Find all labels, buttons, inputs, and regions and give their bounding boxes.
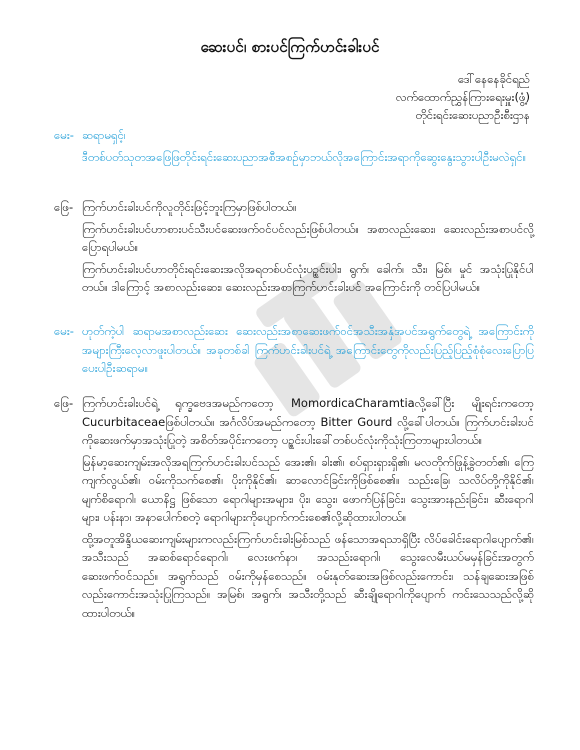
author-position: လက်ထောက်ညွှန်ကြားရေးမှူး(ဖွံ့) bbox=[395, 90, 530, 104]
author-department: တိုင်းရင်းဆေးပညာဦးစီးဌာန bbox=[415, 108, 530, 122]
answer-block-2 bbox=[54, 394, 534, 625]
answer-paragraph: မြန်မာ့ဆေးကျမ်းအလိုအရကြက်ဟင်းခါးပင်သည် အေး၏၊ ခါး၏၊ စပ်ရှားရှားရှိ၏၊ မလတိုက်ဖြုန့်ခွဲတတ်၏၊ ကြေကျက်လွယ်၏၊ ဝမ်းကိုသက်စေ၏၊ ပိုးကိုနိုင်၏၊ ဆာလောင်ခြင်းကိုဖြစ်စေ၏။ သည်းခြေ၊ သလိပ်တို့ကိုနိုင်၏၊ မျက်စိရောဂါ၊ ယောနိဋ္ဌ ဖြစ်သော ရောဂါများအများ၊ ပိုး၊ သွေး၊ ဖောက်ပြန်ခြင်း၊ သွေးအားနည်းခြင်း၊ ဆီးရောဂါများ၊ ပန်းနာ၊ အနာပေါက်စတဲ့ ရောဂါများကိုပျောက်ကင်းစေ၏လို့ဆိုထားပါတယ်။ bbox=[82, 454, 534, 524]
question-block-1 bbox=[54, 126, 534, 169]
answer-label: ဖြေ- bbox=[54, 200, 74, 214]
answer-paragraph: ထို့အတူအိန္ဒိယဆေးကျမ်းများကလည်းကြက်ဟင်းခါးမြစ်သည် ဖန်သောအရသာရှိပြီး လိပ်ခေါင်းရောဂါပျောက်၏၊ အသီးသည် အဆစ်ရောင်ရောဂါ၊ လေးဖက်နာ၊ အသည်းရောဂါ၊ သွေးလေမီးယပ်မမှန်ခြင်းအတွက် ဆေးဖက်ဝင်သည်။ အရွက်သည် ဝမ်းကိုမှန်စေသည်။ ဝမ်းနုတ်ဆေးအဖြစ်လည်းကောင်း၊ သန်ချဆေးအဖြစ်လည်းကောင်းအသုံးပြုကြသည်။ အမြစ်၊ အရွက်၊ အသီးတို့သည် ဆီးချိုရောဂါကိုပျောက် ကင်းသေသည်လို့ဆိုထားပါတယ်။ bbox=[82, 531, 534, 620]
answer-paragraph: ကြက်ဟင်းခါးပင်ကိုလူတိုင်းဖြင့်ဘူးကြမှာဖြစ်ပါတယ်။ bbox=[82, 200, 297, 214]
question-text: ဟုတ်ကဲ့ပါ ဆရာမအစာလည်းဆေး ဆေးလည်းအစာဆေးဖက်ဝင်အသီးအနှံအပင်အရွက်တွေရဲ့ အကြောင်းကိုအများကြီးလေ့လာဖူးပါတယ်။ အခုတစ်ခါ ကြက်ဟင်းခါးပင်ရဲ့ အကြောင်းတွေကိုလည်းပြည့်ပြည့်စုံစုံလေးပြောပြပေးပါဦးဆရာမ။ bbox=[82, 324, 534, 375]
question-text: ဒီတစ်ပတ်သုတအဖြေဖြတိုင်းရင်းဆေးပညာအစီအစဉ်မှာဘယ်လိုအကြောင်းအရာကိုဆွေးနွေးသွားပါဦးမလဲရှင်။ bbox=[82, 149, 527, 164]
question-label: မေး- bbox=[54, 128, 74, 142]
answer-paragraph: ကြက်ဟင်းခါးပင်ရဲ့ ရုက္ခဗေဒအမည်ကတော့ MomordicaCharamtiaလို့ခေါ်ပြီး မျိုးရင်းကတော့ Cucurbitaceaeဖြစ်ပါတယ်။ အင်္ဂလိပ်အမည်ကတော့ Bitter Gourd လို့ခေါ်ပါတယ်။ ကြက်ဟင်းခါးပင်ကိုဆေးဖက်မှာအသုံးပြုတဲ့ အစိတ်အပိုင်းကတော့ ပဥ္စင်းပါးခေါ်တစ်ပင်လုံးကိုသုံးကြတာများပါတယ်။ bbox=[82, 396, 534, 447]
answer-paragraph: ကြက်ဟင်းခါးပင်ဟာစားပင်သီးပင်ဆေးဖက်ဝင်ပင်လည်းဖြစ်ပါတယ်။ အစာလည်းဆေး၊ ဆေးလည်းအစာပင်လို့ပြောရပါမယ်။ bbox=[82, 221, 534, 254]
answer-label: ဖြေ- bbox=[54, 396, 74, 410]
question-block-2 bbox=[54, 322, 534, 381]
document-title: ဆေးပင်၊ စားပင်ကြက်ဟင်းခါးပင် bbox=[200, 38, 380, 56]
author-byline bbox=[396, 70, 530, 124]
question-text: ဆရာမရှင့်၊ bbox=[82, 128, 126, 142]
question-label: မေး- bbox=[54, 324, 74, 338]
answer-block-1 bbox=[54, 198, 534, 300]
answer-paragraph: ကြက်ဟင်းခါးပင်ဟာတိုင်းရင်းဆေးအလိုအရတစ်ပင်လုံးပဥ္စင်းပါး၊ ရွက်၊ ခေါက်၊ သီး၊ မြစ်၊ မှုင် အသုံးပြုနိုင်ပါတယ်။ ဒါကြောင့် အစာလည်းဆေး၊ ဆေးလည်းအစာကြက်ဟင်းခါးပင် အကြောင်းကို တင်ပြပါမယ်။ bbox=[82, 261, 534, 294]
author-name: ဒေါ်နေနေခိုင်ရည် bbox=[458, 72, 530, 86]
